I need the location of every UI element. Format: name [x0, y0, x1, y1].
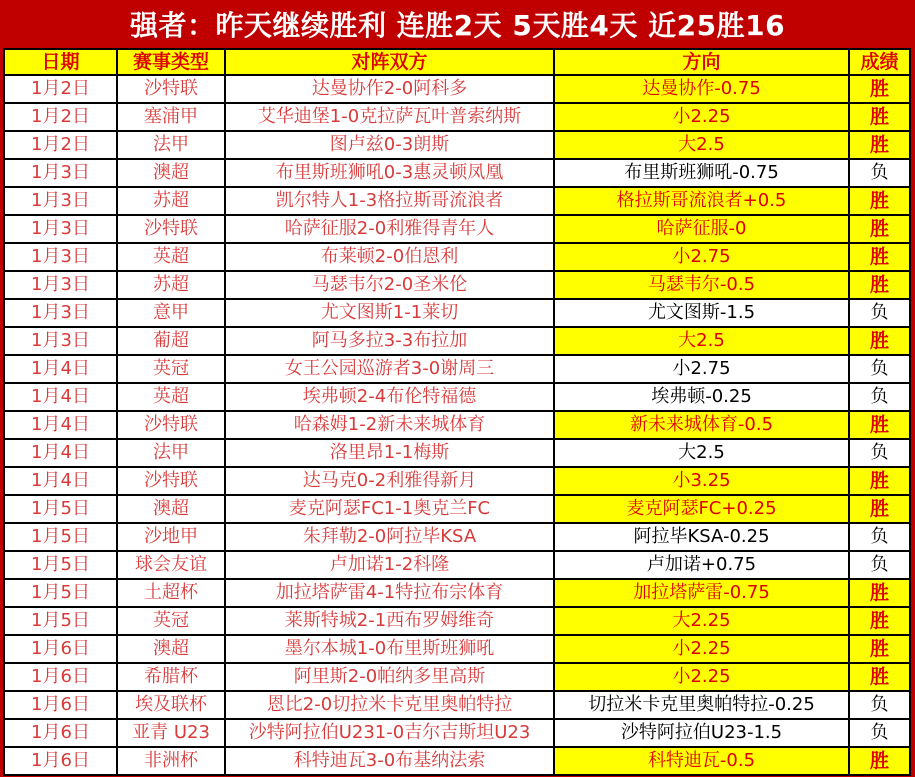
dir-cell: 埃弗顿-0.25: [554, 383, 849, 411]
res-cell: 胜: [849, 495, 910, 523]
match-cell: 哈森姆1-2新未来城体育: [225, 411, 554, 439]
dir-cell: 卢加诺+0.75: [554, 551, 849, 579]
dir-cell: 小2.25: [554, 663, 849, 691]
res-cell: 胜: [849, 663, 910, 691]
date-cell: 1月4日: [4, 383, 117, 411]
res-cell: 胜: [849, 579, 910, 607]
match-cell: 布莱顿2-0伯恩利: [225, 243, 554, 271]
dir-cell: 格拉斯哥流浪者+0.5: [554, 187, 849, 215]
res-cell: 负: [849, 355, 910, 383]
table-row: [4, 495, 910, 523]
date-cell: 1月4日: [4, 467, 117, 495]
res-cell: 负: [849, 691, 910, 719]
res-cell: 胜: [849, 635, 910, 663]
match-cell: 恩比2-0切拉米卡克里奥帕特拉: [225, 691, 554, 719]
table-row: [4, 579, 910, 607]
match-cell: 图卢兹0-3朗斯: [225, 131, 554, 159]
date-cell: 1月5日: [4, 607, 117, 635]
league-cell: 土超杯: [117, 579, 225, 607]
league-cell: 澳超: [117, 495, 225, 523]
dir-cell: 切拉米卡克里奥帕特拉-0.25: [554, 691, 849, 719]
dir-cell: 哈萨征服-0: [554, 215, 849, 243]
league-cell: 沙特联: [117, 411, 225, 439]
match-cell: 朱拜勒2-0阿拉毕KSA: [225, 523, 554, 551]
date-cell: 1月3日: [4, 215, 117, 243]
table-header-row: [4, 49, 910, 75]
date-cell: 1月2日: [4, 103, 117, 131]
league-cell: 沙地甲: [117, 523, 225, 551]
date-cell: 1月6日: [4, 663, 117, 691]
date-cell: 1月6日: [4, 747, 117, 775]
res-cell: 负: [849, 439, 910, 467]
date-cell: 1月3日: [4, 299, 117, 327]
dir-cell: 马瑟韦尔-0.5: [554, 271, 849, 299]
date-cell: 1月3日: [4, 187, 117, 215]
dir-cell: 加拉塔萨雷-0.75: [554, 579, 849, 607]
table-row: [4, 299, 910, 327]
league-cell: 沙特联: [117, 467, 225, 495]
table-row: [4, 215, 910, 243]
dir-cell: 阿拉毕KSA-0.25: [554, 523, 849, 551]
dir-cell: 尤文图斯-1.5: [554, 299, 849, 327]
dir-cell: 布里斯班狮吼-0.75: [554, 159, 849, 187]
match-cell: 阿里斯2-0帕纳多里高斯: [225, 663, 554, 691]
match-cell: 麦克阿瑟FC1-1奥克兰FC: [225, 495, 554, 523]
table-row: [4, 747, 910, 775]
dir-cell: 小3.25: [554, 467, 849, 495]
column-header-date: 日期: [4, 49, 117, 75]
dir-cell: 达曼协作-0.75: [554, 75, 849, 103]
banner-title: 强者：昨天继续胜利 连胜2天 5天胜4天 近25胜16: [129, 9, 786, 42]
match-cell: 哈萨征服2-0利雅得青年人: [225, 215, 554, 243]
league-cell: 英超: [117, 383, 225, 411]
table-row: [4, 439, 910, 467]
date-cell: 1月4日: [4, 355, 117, 383]
league-cell: 法甲: [117, 439, 225, 467]
res-cell: 负: [849, 719, 910, 747]
league-cell: 沙特联: [117, 215, 225, 243]
dir-cell: 大2.5: [554, 131, 849, 159]
banner: [0, 0, 915, 48]
table-row: [4, 103, 910, 131]
league-cell: 苏超: [117, 187, 225, 215]
table-row: [4, 551, 910, 579]
res-cell: 胜: [849, 243, 910, 271]
dir-cell: 小2.75: [554, 355, 849, 383]
table-row: [4, 523, 910, 551]
match-cell: 凯尔特人1-3格拉斯哥流浪者: [225, 187, 554, 215]
table-row: [4, 691, 910, 719]
table-row: [4, 411, 910, 439]
table-row: [4, 663, 910, 691]
date-cell: 1月3日: [4, 243, 117, 271]
league-cell: 英冠: [117, 607, 225, 635]
date-cell: 1月2日: [4, 75, 117, 103]
league-cell: 埃及联杯: [117, 691, 225, 719]
dir-cell: 科特迪瓦-0.5: [554, 747, 849, 775]
league-cell: 塞浦甲: [117, 103, 225, 131]
dir-cell: 沙特阿拉伯U23-1.5: [554, 719, 849, 747]
league-cell: 澳超: [117, 635, 225, 663]
res-cell: 胜: [849, 271, 910, 299]
res-cell: 负: [849, 159, 910, 187]
league-cell: 英冠: [117, 355, 225, 383]
date-cell: 1月4日: [4, 411, 117, 439]
res-cell: 胜: [849, 467, 910, 495]
match-cell: 布里斯班狮吼0-3惠灵顿凤凰: [225, 159, 554, 187]
dir-cell: 小2.25: [554, 103, 849, 131]
league-cell: 英超: [117, 243, 225, 271]
res-cell: 胜: [849, 215, 910, 243]
date-cell: 1月6日: [4, 719, 117, 747]
dir-cell: 小2.75: [554, 243, 849, 271]
table-row: [4, 719, 910, 747]
date-cell: 1月3日: [4, 159, 117, 187]
res-cell: 胜: [849, 411, 910, 439]
league-cell: 澳超: [117, 159, 225, 187]
match-cell: 尤文图斯1-1莱切: [225, 299, 554, 327]
league-cell: 希腊杯: [117, 663, 225, 691]
match-cell: 阿马多拉3-3布拉加: [225, 327, 554, 355]
league-cell: 非洲杯: [117, 747, 225, 775]
match-cell: 科特迪瓦3-0布基纳法索: [225, 747, 554, 775]
column-header-league: 赛事类型: [117, 49, 225, 75]
column-header-direction: 方向: [554, 49, 849, 75]
table-row: [4, 271, 910, 299]
match-cell: 埃弗顿2-4布伦特福德: [225, 383, 554, 411]
date-cell: 1月4日: [4, 439, 117, 467]
league-cell: 亚青 U23: [117, 719, 225, 747]
table-row: [4, 467, 910, 495]
date-cell: 1月5日: [4, 495, 117, 523]
league-cell: 球会友谊: [117, 551, 225, 579]
league-cell: 葡超: [117, 327, 225, 355]
results-table: [3, 48, 911, 776]
date-cell: 1月6日: [4, 691, 117, 719]
date-cell: 1月5日: [4, 523, 117, 551]
res-cell: 负: [849, 299, 910, 327]
league-cell: 沙特联: [117, 75, 225, 103]
match-cell: 达马克0-2利雅得新月: [225, 467, 554, 495]
res-cell: 胜: [849, 131, 910, 159]
table-row: [4, 75, 910, 103]
match-cell: 墨尔本城1-0布里斯班狮吼: [225, 635, 554, 663]
table-row: [4, 607, 910, 635]
res-cell: 胜: [849, 75, 910, 103]
table-row: [4, 159, 910, 187]
res-cell: 胜: [849, 747, 910, 775]
results-table-body: [4, 75, 910, 775]
column-header-match: 对阵双方: [225, 49, 554, 75]
match-cell: 加拉塔萨雷4-1特拉布宗体育: [225, 579, 554, 607]
date-cell: 1月3日: [4, 271, 117, 299]
dir-cell: 麦克阿瑟FC+0.25: [554, 495, 849, 523]
dir-cell: 大2.5: [554, 439, 849, 467]
league-cell: 苏超: [117, 271, 225, 299]
match-cell: 卢加诺1-2科隆: [225, 551, 554, 579]
dir-cell: 小2.25: [554, 635, 849, 663]
column-header-result: 成绩: [849, 49, 910, 75]
res-cell: 负: [849, 383, 910, 411]
dir-cell: 新未来城体育-0.5: [554, 411, 849, 439]
res-cell: 胜: [849, 103, 910, 131]
res-cell: 胜: [849, 607, 910, 635]
res-cell: 胜: [849, 327, 910, 355]
match-cell: 莱斯特城2-1西布罗姆维奇: [225, 607, 554, 635]
date-cell: 1月5日: [4, 579, 117, 607]
table-row: [4, 187, 910, 215]
table-row: [4, 243, 910, 271]
dir-cell: 大2.5: [554, 327, 849, 355]
table-row: [4, 131, 910, 159]
res-cell: 负: [849, 523, 910, 551]
league-cell: 法甲: [117, 131, 225, 159]
match-cell: 达曼协作2-0阿科多: [225, 75, 554, 103]
match-cell: 马瑟韦尔2-0圣米伦: [225, 271, 554, 299]
match-cell: 沙特阿拉伯U231-0吉尔吉斯坦U23: [225, 719, 554, 747]
league-cell: 意甲: [117, 299, 225, 327]
date-cell: 1月6日: [4, 635, 117, 663]
date-cell: 1月3日: [4, 327, 117, 355]
match-cell: 艾华迪堡1-0克拉萨瓦叶普索纳斯: [225, 103, 554, 131]
table-row: [4, 635, 910, 663]
date-cell: 1月5日: [4, 551, 117, 579]
date-cell: 1月2日: [4, 131, 117, 159]
res-cell: 胜: [849, 187, 910, 215]
table-row: [4, 355, 910, 383]
dir-cell: 大2.25: [554, 607, 849, 635]
match-cell: 女王公园巡游者3-0谢周三: [225, 355, 554, 383]
res-cell: 负: [849, 551, 910, 579]
match-cell: 洛里昂1-1梅斯: [225, 439, 554, 467]
table-row: [4, 327, 910, 355]
table-row: [4, 383, 910, 411]
